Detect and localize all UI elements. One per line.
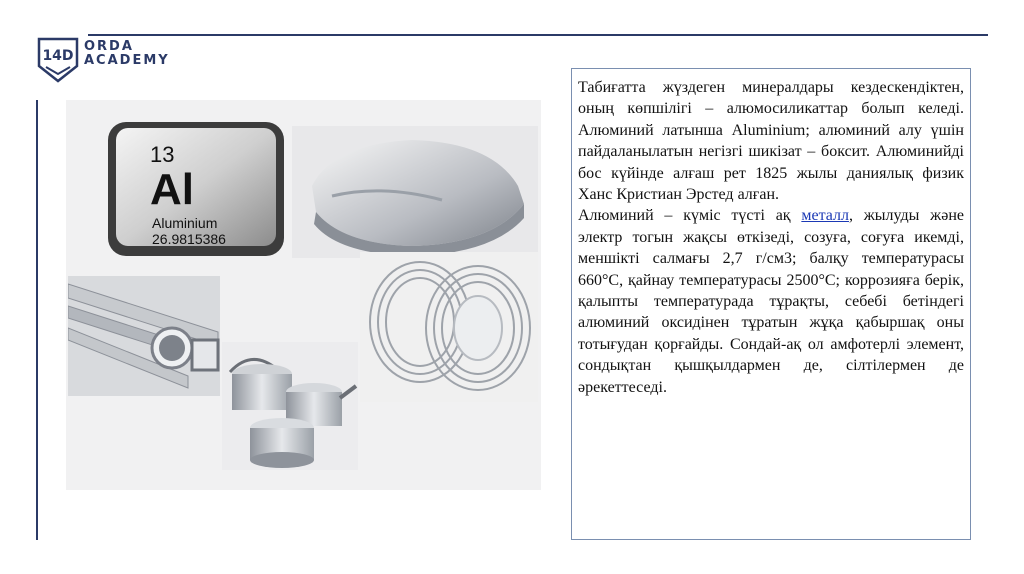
element-name: Aluminium [152, 215, 218, 231]
brand-line2: ACADEMY [84, 53, 170, 68]
logo-text: 14D [42, 48, 74, 64]
aluminium-ingot-image [292, 126, 538, 258]
paragraph-2-start: Алюминий – күміс түсті ақ [578, 207, 802, 225]
paragraph-1: Табиғатта жүздеген минералдары кездескендіктен, оның көпшілігі – алюмосиликаттар болып келеді. Алюминий латынша Aluminium; алюминий алу үшін пайдаланылатын негізгі шикізат – боксит. Алюминийді бос күйінде алғаш рет 1825 жылы даниялық физик Ханс Кристиан Эрстед алған. [578, 79, 964, 204]
orda-academy-logo-icon [36, 36, 80, 84]
aluminium-profiles-image [68, 276, 220, 396]
image-collage [66, 100, 541, 490]
aluminium-cookware-image [222, 342, 358, 470]
description-text-box [571, 68, 971, 540]
brand-name [84, 40, 170, 68]
header-rule [88, 34, 988, 36]
element-number: 13 [150, 142, 175, 167]
element-mass: 26.9815386 [152, 231, 226, 247]
aluminium-element-card-image [106, 118, 286, 258]
left-rule [36, 100, 38, 540]
paragraph-2 [578, 205, 964, 398]
metal-link[interactable]: металл [801, 207, 849, 225]
paragraph-2-end: , жылуды және электр тогын жақсы өткізеді, созуға, соғуға икемді, меншікті салмағы 2,7 г/см3; балқу температурасы 660°С, қайнау температурасы 2500°С; коррозияға берік, қалыпты температурада тұрақты, себебі бетіндегі алюминий оксидінен тұратын жұқа қабыршақ оны тотығудан қорғайды. Сондай-ақ ол амфотерлі элемент, сондықтан қышқылдармен де, сілтілермен де әрекеттеседі. [578, 207, 964, 396]
aluminium-wire-coils-image [360, 252, 538, 402]
element-symbol: Al [150, 165, 194, 214]
brand-line1: ORDA [84, 39, 134, 54]
